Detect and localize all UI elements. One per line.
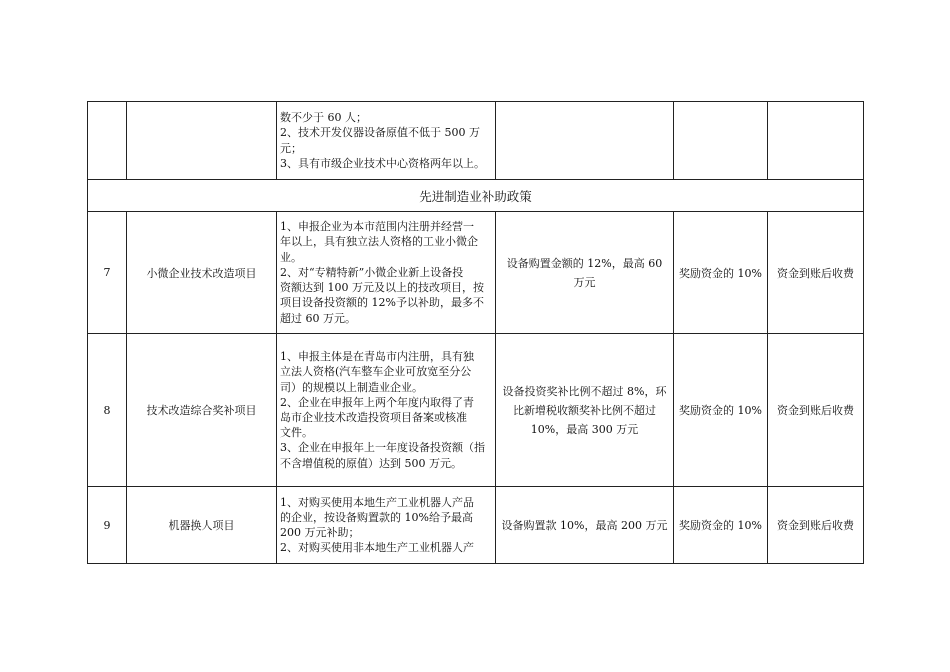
standard-line: 10%，最高 300 万元 (530, 422, 639, 436)
standard-cell (496, 102, 674, 180)
requirements-cell (277, 212, 496, 334)
requirements-cell (277, 334, 496, 487)
section-header-row (88, 180, 864, 212)
method-cell: 资金到账后收费 (768, 487, 864, 564)
standard-line: 设备购置款 10%，最高 200 万元 (501, 518, 668, 532)
standard-line: 比新增税收额奖补比例不超过 (513, 403, 656, 417)
table-row (88, 102, 864, 180)
project-cell: 机器换人项目 (127, 487, 277, 564)
method-cell (768, 102, 864, 180)
requirement-line: 3、具有市级企业技术中心资格两年以上。 (280, 156, 485, 170)
requirement-line: 项目设备投资额的 12%予以补助，最多不 (280, 296, 484, 310)
requirement-line: 元； (280, 141, 302, 155)
requirement-line: 2、对购买使用非本地生产工业机器人产 (280, 541, 474, 555)
requirement-line: 2、企业在申报年上两个年度内取得了青 (280, 395, 474, 409)
section-title: 先进制造业补助政策 (88, 180, 864, 212)
project-cell: 小微企业技术改造项目 (127, 212, 277, 334)
requirement-line: 司）的规模以上制造业企业。 (280, 380, 423, 394)
method-cell: 资金到账后收费 (768, 212, 864, 334)
requirement-line: 文件。 (280, 426, 313, 440)
requirement-line: 2、对“专精特新”小微企业新上设备投 (280, 265, 464, 279)
reward-cell: 奖励资金的 10% (674, 212, 768, 334)
requirements-cell (277, 102, 496, 180)
requirement-line: 200 万元补助； (280, 526, 360, 539)
number-cell: 7 (88, 212, 127, 334)
reward-cell: 奖励资金的 10% (674, 334, 768, 487)
standard-line: 设备投资奖补比例不超过 8%，环 (502, 384, 667, 398)
requirement-line: 1、对购买使用本地生产工业机器人产品 (280, 495, 474, 509)
requirement-line: 年以上，具有独立法人资格的工业小微企 (280, 235, 478, 249)
requirement-line: 不含增值税的原值）达到 500 万元。 (280, 456, 462, 470)
requirement-line: 超过 60 万元。 (280, 311, 356, 325)
project-cell (127, 102, 277, 180)
number-cell: 8 (88, 334, 127, 487)
number-cell: 9 (88, 487, 127, 564)
table-row (88, 334, 864, 487)
requirement-line: 1、申报主体是在青岛市内注册，具有独 (280, 350, 474, 364)
reward-cell: 奖励资金的 10% (674, 487, 768, 564)
requirement-line: 2、技术开发仪器设备原值不低于 500 万 (280, 126, 480, 140)
requirement-line: 资额达到 100 万元及以上的技改项目，按 (280, 281, 484, 295)
policy-table (87, 101, 864, 564)
requirement-line: 业。 (280, 250, 302, 264)
requirement-line: 数不少于 60 人； (280, 111, 367, 125)
requirement-line: 立法人资格(汽车整车企业可放宽至分公 (280, 365, 472, 379)
method-cell: 资金到账后收费 (768, 334, 864, 487)
standard-cell (496, 334, 674, 487)
requirement-line: 岛市企业技术改造投资项目备案或核准 (280, 411, 467, 424)
table-row (88, 212, 864, 334)
standard-cell (496, 487, 674, 564)
reward-cell (674, 102, 768, 180)
requirement-line: 的企业，按设备购置款的 10%给予最高 (280, 510, 473, 524)
standard-line: 万元 (573, 275, 596, 289)
requirement-line: 1、申报企业为本市范围内注册并经营一 (280, 220, 474, 234)
number-cell (88, 102, 127, 180)
requirement-line: 3、企业在申报年上一年度设备投资额（指 (280, 441, 485, 455)
standard-line: 设备购置金额的 12%，最高 60 (506, 256, 663, 270)
standard-cell (496, 212, 674, 334)
table-row (88, 487, 864, 564)
project-cell: 技术改造综合奖补项目 (127, 334, 277, 487)
requirements-cell (277, 487, 496, 564)
